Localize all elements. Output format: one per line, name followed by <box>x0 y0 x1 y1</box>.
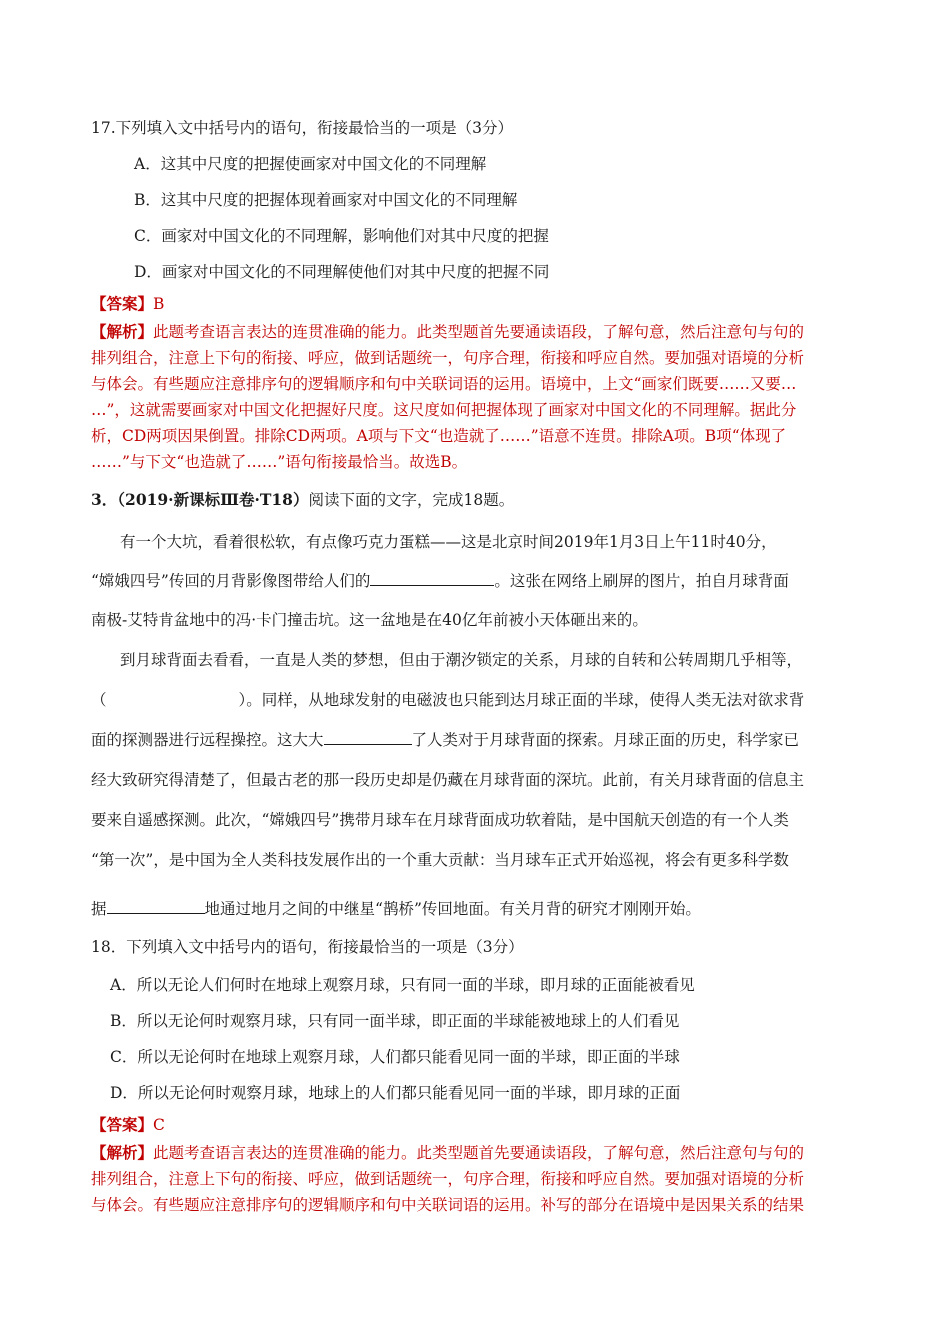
q17-analysis-line-6: ……”与下文“也造就了……”语句衔接最恰当。故选B。 <box>91 453 468 471</box>
q3-heading <box>91 490 514 510</box>
passage-p2-line-1: 到月球背面去看看，一直是人类的梦想，但由于潮汐锁定的关系，月球的自转和公转周期几乎相等， <box>120 651 803 669</box>
fill-blank-3 <box>107 899 205 914</box>
q17-analysis-line-3: 与体会。有些题应注意排序句的逻辑顺序和句中关联词语的运用。语境中，上文“画家们既要……又要… <box>91 375 797 393</box>
q18-option-b: B．所以无论何时观察月球，只有同一面半球，即正面的半球能被地球上的人们看见 <box>110 1012 680 1030</box>
q18-analysis-line-2: 排列组合，注意上下句的衔接、呼应，做到话题统一，句序合理，衔接和呼应自然。要加强对语境的分析 <box>91 1170 805 1188</box>
text-segment: “嫦娥四号”传回的月背影像图带给人们的 <box>91 572 371 590</box>
passage-p2-line-7 <box>91 899 701 919</box>
fill-blank-2 <box>324 730 412 745</box>
analysis-text: 此题考查语言表达的连贯准确的能力。此类型题首先要通读语段，了解句意，然后注意句与句的 <box>153 1144 805 1162</box>
analysis-label: 【解析】 <box>91 322 154 341</box>
analysis-label: 【解析】 <box>91 1143 154 1162</box>
q3-source: （2019·新课标Ⅲ卷·T18） <box>117 490 309 509</box>
q18-option-c: C．所以无论何时在地球上观察月球，人们都只能看见同一面的半球，即正面的半球 <box>110 1048 680 1066</box>
q18-analysis-line-1 <box>91 1143 804 1163</box>
passage-p2-line-5: 要来自遥感探测。此次，“嫦娥四号”携带月球车在月球背面成功软着陆，是中国航天创造的有一个人类 <box>91 811 789 829</box>
q17-analysis-line-1 <box>91 322 804 342</box>
passage-p1-line-3: 南极-艾特肯盆地中的冯·卡门撞击坑。这一盆地是在40亿年前被小天体砸出来的。 <box>91 611 648 629</box>
q18-analysis-line-3: 与体会。有些题应注意排序句的逻辑顺序和句中关联词语的运用。补写的部分在语境中是因果关系的结果 <box>91 1196 805 1214</box>
text-segment: 。这张在网络上刷屏的图片，拍自月球背面 <box>494 572 789 590</box>
analysis-text: 此题考查语言表达的连贯准确的能力。此类型题首先要通读语段，了解句意，然后注意句与句的 <box>153 323 805 341</box>
text-segment: 地通过地月之间的中继星“鹊桥”传回地面。有关月背的研究才刚刚开始。 <box>204 900 701 918</box>
text-segment: ）。同样，从地球发射的电磁波也只能到达月球正面的半球，使得人类无法对欲求背 <box>238 691 805 709</box>
answer-value: C <box>153 1116 165 1134</box>
passage-p2-line-6: “第一次”，是中国为全人类科技发展作出的一个重大贡献：当月球车正式开始巡视，将会有更多科学数 <box>91 851 789 869</box>
passage-p1-line-2 <box>91 571 789 591</box>
answer-label: 【答案】 <box>91 294 154 313</box>
fill-blank-1 <box>370 571 494 586</box>
q17-analysis-line-2: 排列组合，注意上下句的衔接、呼应，做到话题统一，句序合理，衔接和呼应自然。要加强对语境的分析 <box>91 349 805 367</box>
q3-number: 3． <box>91 490 118 509</box>
q17-analysis-line-4: …”，这就需要画家对中国文化把握好尺度。这尺度如何把握体现了画家对中国文化的不同理解。据此分 <box>91 401 797 419</box>
open-paren: （ <box>91 691 107 709</box>
q18-answer <box>91 1115 165 1135</box>
q17-analysis-line-5: 析，CD两项因果倒置。排除CD两项。A项与下文“也造就了……”语意不连贯。排除A项。B项“体现了 <box>91 427 787 445</box>
text-segment: 面的探测器进行远程操控。这大大 <box>91 731 324 749</box>
q17-option-c: C．画家对中国文化的不同理解，影响他们对其中尺度的把握 <box>134 227 549 245</box>
text-segment: 了人类对于月球背面的探索。月球正面的历史，科学家已 <box>411 731 800 749</box>
passage-p2-line-2 <box>91 690 804 710</box>
q18-stem: 18．下列填入文中括号内的语句，衔接最恰当的一项是（3分） <box>91 938 524 956</box>
q17-option-b: B．这其中尺度的把握体现着画家对中国文化的不同理解 <box>134 191 518 209</box>
passage-p2-line-3 <box>91 730 799 750</box>
q17-answer <box>91 294 164 314</box>
q17-option-d: D．画家对中国文化的不同理解使他们对其中尺度的把握不同 <box>134 263 550 281</box>
passage-p2-line-4: 经大致研究得清楚了，但最古老的那一段历史却是仍藏在月球背面的深坑。此前，有关月球背面的信息主 <box>91 771 805 789</box>
passage-p1-line-1: 有一个大坑，看着很松软，有点像巧克力蛋糕——这是北京时间2019年1月3日上午11时40分， <box>120 533 777 551</box>
text-segment: 据 <box>91 900 107 918</box>
answer-value: B <box>153 295 165 313</box>
q18-option-d: D．所以无论何时观察月球，地球上的人们都只能看见同一面的半球，即月球的正面 <box>110 1084 681 1102</box>
q3-instruction: 阅读下面的文字，完成18题。 <box>308 491 515 509</box>
q18-option-a: A．所以无论人们何时在地球上观察月球，只有同一面的半球，即月球的正面能被看见 <box>110 976 695 994</box>
q17-option-a: A．这其中尺度的把握使画家对中国文化的不同理解 <box>134 155 487 173</box>
q17-stem: 17.下列填入文中括号内的语句，衔接最恰当的一项是（3分） <box>91 119 514 137</box>
answer-label: 【答案】 <box>91 1115 154 1134</box>
